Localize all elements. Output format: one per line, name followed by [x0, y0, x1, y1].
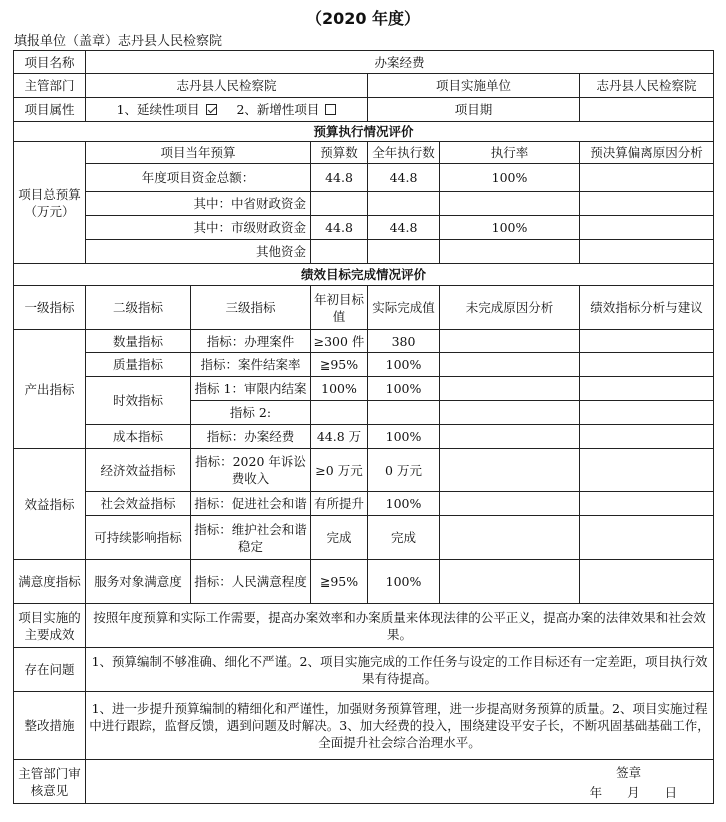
- implementing-unit-value: 志丹县人民检察院: [580, 74, 714, 98]
- indicator-target: 100%: [311, 377, 368, 401]
- performance-section-header-row: [14, 264, 714, 286]
- indicator-level3: 指标：办理案件: [191, 330, 311, 353]
- results-label: 项目实施的主要成效: [14, 604, 86, 648]
- project-period-value: [580, 98, 714, 122]
- indicator-row: [14, 377, 714, 401]
- budget-row-executed: [368, 240, 440, 264]
- indicator-reason: [440, 516, 580, 560]
- indicator-reason: [440, 492, 580, 516]
- budget-row-label: 年度项目资金总额：: [86, 164, 311, 192]
- budget-header-row: [14, 142, 714, 164]
- budget-row-label: 其中：中省财政资金: [86, 192, 311, 216]
- budget-row-amount: 44.8: [311, 216, 368, 240]
- indicator-target: 有所提升: [311, 492, 368, 516]
- indicator-suggestion: [580, 353, 714, 377]
- project-name-row: [14, 51, 714, 74]
- indicator-target: ≧95%: [311, 353, 368, 377]
- indicator-suggestion: [580, 492, 714, 516]
- indicator-level2: 服务对象满意度: [86, 560, 191, 604]
- indicator-reason: [440, 330, 580, 353]
- budget-row-reason: [580, 192, 714, 216]
- indicator-level2: 成本指标: [86, 425, 191, 449]
- results-row: [14, 604, 714, 648]
- indicator-reason: [440, 377, 580, 401]
- indicator-level3: 指标：案件结案率: [191, 353, 311, 377]
- budget-row-executed: 44.8: [368, 216, 440, 240]
- indicator-level2: 数量指标: [86, 330, 191, 353]
- indicator-suggestion: [580, 516, 714, 560]
- budget-row-rate: 100%: [440, 164, 580, 192]
- project-period-label: 项目期: [368, 98, 580, 122]
- indicator-row: [14, 516, 714, 560]
- indicator-actual: 100%: [368, 353, 440, 377]
- indicator-row: [14, 449, 714, 492]
- budget-row-rate: 100%: [440, 216, 580, 240]
- project-name-value: 办案经费: [86, 51, 714, 74]
- performance-section-title: 绩效目标完成情况评价: [14, 264, 714, 286]
- attr-new-label: 2、新增性项目: [236, 102, 320, 117]
- output-level1-label: 产出指标: [14, 330, 86, 449]
- budget-row: [14, 164, 714, 192]
- budget-row-executed: [368, 192, 440, 216]
- budget-row-amount: 44.8: [311, 164, 368, 192]
- indicator-reason: [440, 449, 580, 492]
- indicator-target: 44.8 万: [311, 425, 368, 449]
- performance-header-row: [14, 286, 714, 330]
- indicator-level3: 指标 2:: [191, 401, 311, 425]
- indicator-row: [14, 425, 714, 449]
- budget-row-amount: [311, 240, 368, 264]
- perf-header-level2: 二级指标: [86, 286, 191, 330]
- indicator-row: [14, 492, 714, 516]
- indicator-row: [14, 353, 714, 377]
- indicator-level3: 指标：促进社会和谐: [191, 492, 311, 516]
- budget-row-reason: [580, 240, 714, 264]
- perf-header-target: 年初目标值: [311, 286, 368, 330]
- indicator-level3: 指标 1：审限内结案: [191, 377, 311, 401]
- indicator-reason: [440, 560, 580, 604]
- budget-header-item: 项目当年预算: [86, 142, 311, 164]
- project-attribute-options: [86, 98, 368, 122]
- budget-row-amount: [311, 192, 368, 216]
- budget-section-title: 预算执行情况评价: [14, 122, 714, 142]
- measures-text: 1、进一步提升预算编制的精细化和严谨性，加强财务预算管理，进一步提高财务预算的质量。2、项目实施过程中进行跟踪，监督反馈，遇到问题及时解决。3、加大经费的投入，围绕建设平安子长，不断巩固基础基础工作，全面提升社会综合治理水平。: [86, 692, 714, 760]
- budget-row: [14, 240, 714, 264]
- perf-header-reason: 未完成原因分析: [440, 286, 580, 330]
- indicator-actual: 0 万元: [368, 449, 440, 492]
- review-row: [14, 760, 714, 804]
- indicator-suggestion: [580, 425, 714, 449]
- indicator-level2: 社会效益指标: [86, 492, 191, 516]
- budget-header-executed: 全年执行数: [368, 142, 440, 164]
- review-label: 主管部门审核意见: [14, 760, 86, 804]
- department-value: 志丹县人民检察院: [86, 74, 368, 98]
- issues-row: [14, 648, 714, 692]
- budget-row: [14, 216, 714, 240]
- total-budget-label: 项目总预算（万元）: [14, 142, 86, 264]
- signature-stamp-label: 签章: [616, 765, 642, 780]
- perf-header-level3: 三级指标: [191, 286, 311, 330]
- budget-header-rate: 执行率: [440, 142, 580, 164]
- issues-label: 存在问题: [14, 648, 86, 692]
- indicator-level2: 时效指标: [86, 377, 191, 425]
- indicator-actual: 100%: [368, 560, 440, 604]
- department-row: [14, 74, 714, 98]
- indicator-actual: 完成: [368, 516, 440, 560]
- indicator-reason: [440, 401, 580, 425]
- reporting-unit: 填报单位（盖章）志丹县人民检察院: [14, 34, 223, 49]
- measures-label: 整改措施: [14, 692, 86, 760]
- project-name-label: 项目名称: [14, 51, 86, 74]
- project-attribute-row: [14, 98, 714, 122]
- indicator-suggestion: [580, 449, 714, 492]
- indicator-actual: 380: [368, 330, 440, 353]
- indicator-target: ≥300 件: [311, 330, 368, 353]
- measures-row: [14, 692, 714, 760]
- budget-row-label: 其中：市级财政资金: [86, 216, 311, 240]
- attr-new-checkbox[interactable]: [325, 104, 336, 115]
- signature-date: 年 月 日: [589, 785, 678, 800]
- indicator-level3: 指标：维护社会和谐稳定: [191, 516, 311, 560]
- indicator-actual: 100%: [368, 425, 440, 449]
- benefit-level1-label: 效益指标: [14, 449, 86, 560]
- indicator-level2: 经济效益指标: [86, 449, 191, 492]
- indicator-target: 完成: [311, 516, 368, 560]
- indicator-actual: 100%: [368, 377, 440, 401]
- indicator-level3: 指标：人民满意程度: [191, 560, 311, 604]
- indicator-row: [14, 330, 714, 353]
- indicator-target: ≥0 万元: [311, 449, 368, 492]
- issues-text: 1、预算编制不够准确、细化不严谨。2、项目实施完成的工作任务与设定的工作目标还有一定差距，项目执行效果有待提高。: [86, 648, 714, 692]
- budget-row-reason: [580, 164, 714, 192]
- attr-continuing-checkbox[interactable]: [206, 104, 217, 115]
- indicator-reason: [440, 353, 580, 377]
- indicator-actual: [368, 401, 440, 425]
- budget-header-amount: 预算数: [311, 142, 368, 164]
- indicator-actual: 100%: [368, 492, 440, 516]
- budget-row-rate: [440, 192, 580, 216]
- indicator-level2: 可持续影响指标: [86, 516, 191, 560]
- results-text: 按照年度预算和实际工作需要，提高办案效率和办案质量来体现法律的公平正义，提高办案的法律效果和社会效果。: [86, 604, 714, 648]
- budget-row-executed: 44.8: [368, 164, 440, 192]
- budget-header-reason: 预决算偏离原因分析: [580, 142, 714, 164]
- department-label: 主管部门: [14, 74, 86, 98]
- indicator-level3: 指标：办案经费: [191, 425, 311, 449]
- indicator-suggestion: [580, 560, 714, 604]
- indicator-level2: 质量指标: [86, 353, 191, 377]
- report-year-title: （2020 年度）: [305, 9, 421, 28]
- indicator-row: [14, 560, 714, 604]
- perf-header-suggestion: 绩效指标分析与建议: [580, 286, 714, 330]
- implementing-unit-label: 项目实施单位: [368, 74, 580, 98]
- indicator-suggestion: [580, 377, 714, 401]
- budget-row-rate: [440, 240, 580, 264]
- indicator-suggestion: [580, 330, 714, 353]
- indicator-level3: 指标：2020 年诉讼费收入: [191, 449, 311, 492]
- indicator-reason: [440, 425, 580, 449]
- budget-row-reason: [580, 216, 714, 240]
- indicator-suggestion: [580, 401, 714, 425]
- satisfaction-level1-label: 满意度指标: [14, 560, 86, 604]
- project-attribute-label: 项目属性: [14, 98, 86, 122]
- budget-section-header-row: [14, 122, 714, 142]
- performance-evaluation-table: [13, 50, 714, 804]
- indicator-target: ≧95%: [311, 560, 368, 604]
- budget-row: [14, 192, 714, 216]
- indicator-target: [311, 401, 368, 425]
- review-signature-area: [86, 760, 714, 804]
- budget-row-label: 其他资金: [86, 240, 311, 264]
- perf-header-actual: 实际完成值: [368, 286, 440, 330]
- perf-header-level1: 一级指标: [14, 286, 86, 330]
- attr-continuing-label: 1、延续性项目: [116, 102, 200, 117]
